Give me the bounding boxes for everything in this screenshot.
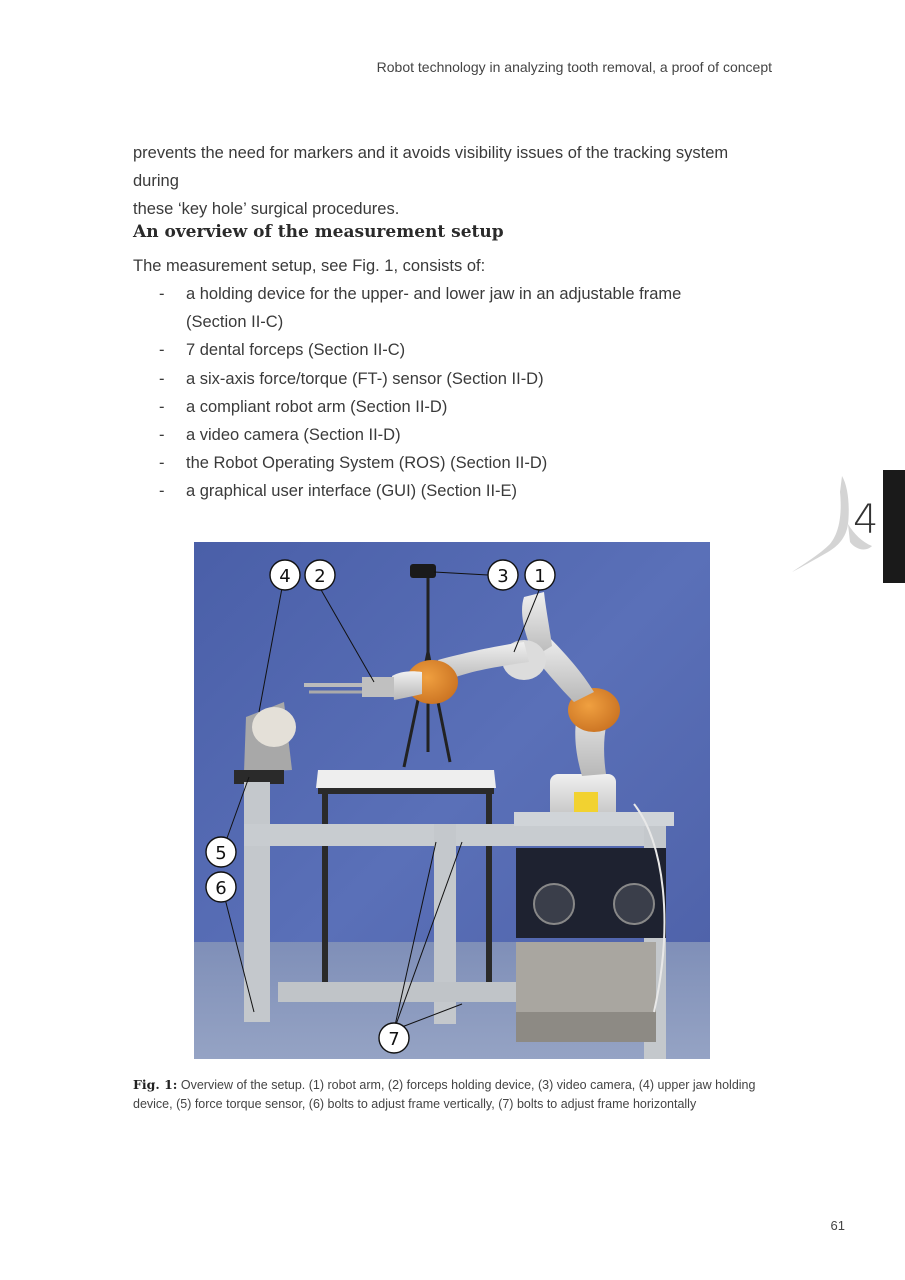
list-item: - 7 dental forceps (Section II-C) xyxy=(133,336,773,364)
list-dash: - xyxy=(159,369,165,388)
section-heading: An overview of the measurement setup xyxy=(133,222,504,242)
caption-label: Fig. 1: xyxy=(133,1077,178,1092)
setup-photo xyxy=(194,542,710,1059)
chapter-tab xyxy=(883,470,905,583)
intro-line: these ‘key hole’ surgical procedures. xyxy=(133,200,400,218)
list-item: - a six-axis force/torque (FT-) sensor (Section II-D) xyxy=(133,365,773,393)
running-header: Robot technology in analyzing tooth removal, a proof of concept xyxy=(376,59,772,75)
page-number: 61 xyxy=(830,1218,845,1233)
components-list xyxy=(133,280,773,506)
callout-7-label: 7 xyxy=(388,1029,400,1050)
intro-line: prevents the need for markers and it avoids visibility issues of the tracking system during xyxy=(133,144,729,190)
callout-1-label: 1 xyxy=(534,566,546,587)
setup-illustration xyxy=(194,542,710,1059)
callout-6-label: 6 xyxy=(215,878,227,899)
list-item: - a video camera (Section II-D) xyxy=(133,421,773,449)
list-dash: - xyxy=(159,397,165,416)
callout-5-label: 5 xyxy=(215,843,227,864)
caption-text: Overview of the setup. (1) robot arm, (2) forceps holding device, (3) video camera, (4) upper jaw holding device, (5) force torque sensor, (6) bolts to adjust frame vertically, (7) bolts to adjust frame horizontally xyxy=(133,1078,756,1111)
list-item: - a holding device for the upper- and lower jaw in an adjustable frame (Section II-C) xyxy=(133,280,773,336)
list-dash: - xyxy=(159,482,165,501)
list-dash: - xyxy=(159,454,165,473)
chapter-number: 4 xyxy=(853,497,879,543)
callout-2-label: 2 xyxy=(314,566,326,587)
figure-caption xyxy=(133,1075,778,1114)
list-dash: - xyxy=(159,285,165,303)
list-dash: - xyxy=(159,426,165,445)
list-item: - the Robot Operating System (ROS) (Section II-D) xyxy=(133,449,773,477)
list-item: - a compliant robot arm (Section II-D) xyxy=(133,393,773,421)
list-dash: - xyxy=(159,341,165,360)
list-intro: The measurement setup, see Fig. 1, consists of: xyxy=(133,257,486,275)
callout-4-label: 4 xyxy=(279,566,291,587)
list-item: - a graphical user interface (GUI) (Section II-E) xyxy=(133,477,773,505)
callout-3-label: 3 xyxy=(497,566,509,587)
intro-paragraph xyxy=(133,139,773,223)
